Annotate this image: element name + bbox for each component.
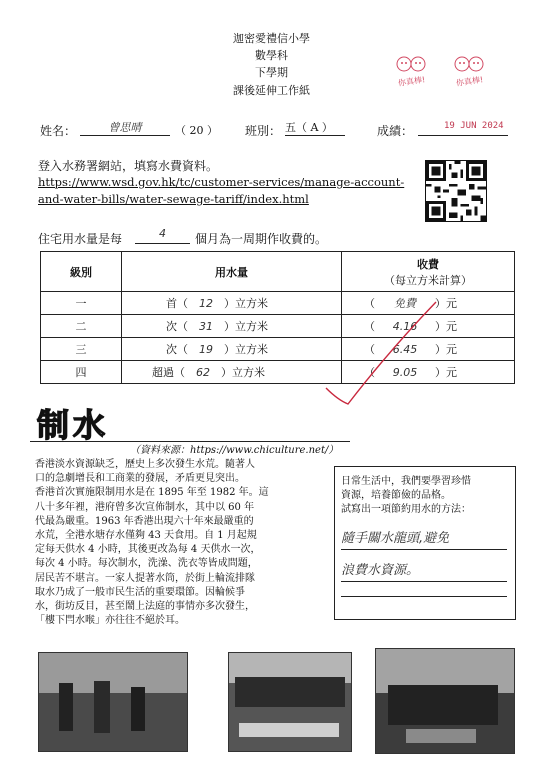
row-usage — [122, 315, 342, 338]
paragraph-line: 每次 4 小時。每次制水，洗澡、洗衣等皆成問題， — [35, 558, 258, 570]
date-stamp: 19 JUN 2024 — [444, 121, 504, 131]
paragraph-line: 水，街坊反目，甚至鬧上法庭的事情亦多次發生， — [35, 601, 255, 613]
fee-value: 免費 — [394, 297, 416, 310]
praise-stamp-1 — [392, 52, 438, 88]
worksheet-title: 課後延伸工作紙 — [233, 84, 310, 97]
fee-currency: ）元 — [435, 343, 457, 356]
student-number: （ 20 ） — [175, 124, 218, 137]
usage-prefix: 超過（ — [152, 366, 185, 379]
row-fee: （ 免費 ）元 — [342, 292, 515, 315]
usage-unit: ）立方米 — [224, 343, 268, 356]
paragraph-line: 八十多年裡，港府曾多次宣佈制水，其中以 60 年 — [35, 501, 255, 513]
usage-prefix: 次（ — [166, 320, 188, 333]
answer-line-1: 隨手關水龍頭,避免 — [341, 527, 507, 550]
header-level: 級別 — [41, 252, 122, 292]
qr-code[interactable] — [425, 160, 487, 222]
header-fee-note: （每立方米計算） — [384, 273, 472, 287]
billing-period-suffix: 個月為一周期作收費的。 — [195, 232, 328, 246]
row-level: 二 — [41, 315, 122, 338]
header-usage: 用水量 — [122, 252, 342, 292]
fee-currency: ）元 — [435, 366, 457, 379]
history-paragraph — [35, 458, 335, 628]
usage-unit: ）立方米 — [224, 320, 268, 333]
check-mark-icon — [318, 292, 448, 412]
school-name: 迦密愛禮信小學 — [233, 32, 310, 45]
usage-amount: 12 — [199, 297, 213, 310]
stamp-text-1: 你真棒! — [397, 75, 426, 88]
billing-period-value: 4 — [135, 227, 190, 244]
answer-line-2: 浪費水資源。 — [341, 559, 507, 582]
row-usage — [122, 361, 342, 384]
paragraph-line: 香港首次實施限制用水是在 1895 年至 1982 年。這 — [35, 487, 269, 499]
paragraph-line: 居民苦不堪言。一家人提著水筒，於街上輪流排隊 — [35, 572, 255, 584]
term-title: 下學期 — [255, 66, 288, 79]
stamp-text-2: 你真棒! — [455, 75, 484, 88]
paragraph-line: 取水乃成了一般市民生活的重要環節。因輪候爭 — [35, 586, 245, 598]
wsd-url-line2[interactable]: and-water-bills/water-sewage-tariff/index.html — [38, 192, 309, 206]
row-level: 三 — [41, 338, 122, 361]
subject-title: 數學科 — [255, 49, 288, 62]
fee-currency: ）元 — [435, 297, 457, 310]
row-fee: （ 4.16 ）元 — [342, 315, 515, 338]
usage-prefix: 首（ — [166, 297, 188, 310]
name-label: 姓名： — [40, 124, 77, 138]
sidebox-line: 資源，培養節儉的品格。 — [341, 490, 451, 501]
usage-unit: ）立方米 — [224, 297, 268, 310]
paragraph-line: 香港淡水資源缺乏，歷史上多次發生水荒。隨著人 — [35, 459, 255, 470]
photo-crowd-street — [375, 648, 515, 754]
photo-children-water — [38, 652, 188, 752]
fee-currency: ）元 — [435, 320, 457, 333]
sidebox-line: 日常生活中，我們要學習珍惜 — [341, 476, 471, 487]
photo-queue-buckets — [228, 652, 352, 752]
grade-field — [418, 119, 508, 136]
paragraph-line: 水荒，全港水塘存水僅夠 43 天食用。自 1 月起規 — [35, 530, 257, 542]
source-citation: （資料來源：https://www.chiculture.net/） — [130, 445, 339, 456]
name-value: 曾思晴 — [80, 119, 170, 136]
usage-amount: 19 — [199, 343, 213, 356]
class-value: 五（ A ） — [285, 119, 345, 136]
grade-label: 成績： — [377, 124, 414, 138]
paragraph-line: 「樓下閂水喉」亦往往不絕於耳。 — [35, 615, 185, 627]
class-label: 班別： — [245, 124, 282, 138]
header-fee — [342, 252, 515, 292]
usage-amount: 62 — [196, 366, 210, 379]
answer-line-3 — [341, 595, 507, 597]
sidebox-line: 試寫出一項節約用水的方法： — [341, 504, 471, 515]
section-title: 制水 — [37, 406, 110, 444]
header-fee-title: 收費 — [417, 257, 439, 271]
wsd-url-line1[interactable]: https://www.wsd.gov.hk/tc/customer-services/manage-account- — [38, 175, 405, 189]
fee-value: 6.45 — [392, 343, 418, 356]
usage-unit: ）立方米 — [221, 366, 265, 379]
row-usage — [122, 338, 342, 361]
usage-prefix: 次（ — [166, 343, 188, 356]
instruction-text: 登入水務署網站，填寫水費資料。 — [38, 159, 219, 173]
paragraph-line: 定每天供水 4 小時，其後更改為每 4 天供水一次， — [35, 544, 261, 556]
fee-value: 9.05 — [392, 366, 418, 379]
row-fee: （ 6.45 ）元 — [342, 338, 515, 361]
usage-amount: 31 — [199, 320, 213, 333]
row-fee: （ 9.05 ）元 — [342, 361, 515, 384]
row-usage — [122, 292, 342, 315]
fee-value: 4.16 — [392, 320, 418, 333]
row-level: 四 — [41, 361, 122, 384]
billing-period-prefix: 住宅用水量是每 — [38, 232, 123, 246]
paragraph-line: 口的急劇增長和工商業的發展，矛盾更見突出。 — [35, 473, 245, 485]
paragraph-line: 代最為嚴重。1963 年香港出現六十年來最嚴重的 — [35, 515, 254, 527]
praise-stamp-2 — [450, 52, 496, 88]
water-saving-box — [334, 466, 516, 620]
row-level: 一 — [41, 292, 122, 315]
